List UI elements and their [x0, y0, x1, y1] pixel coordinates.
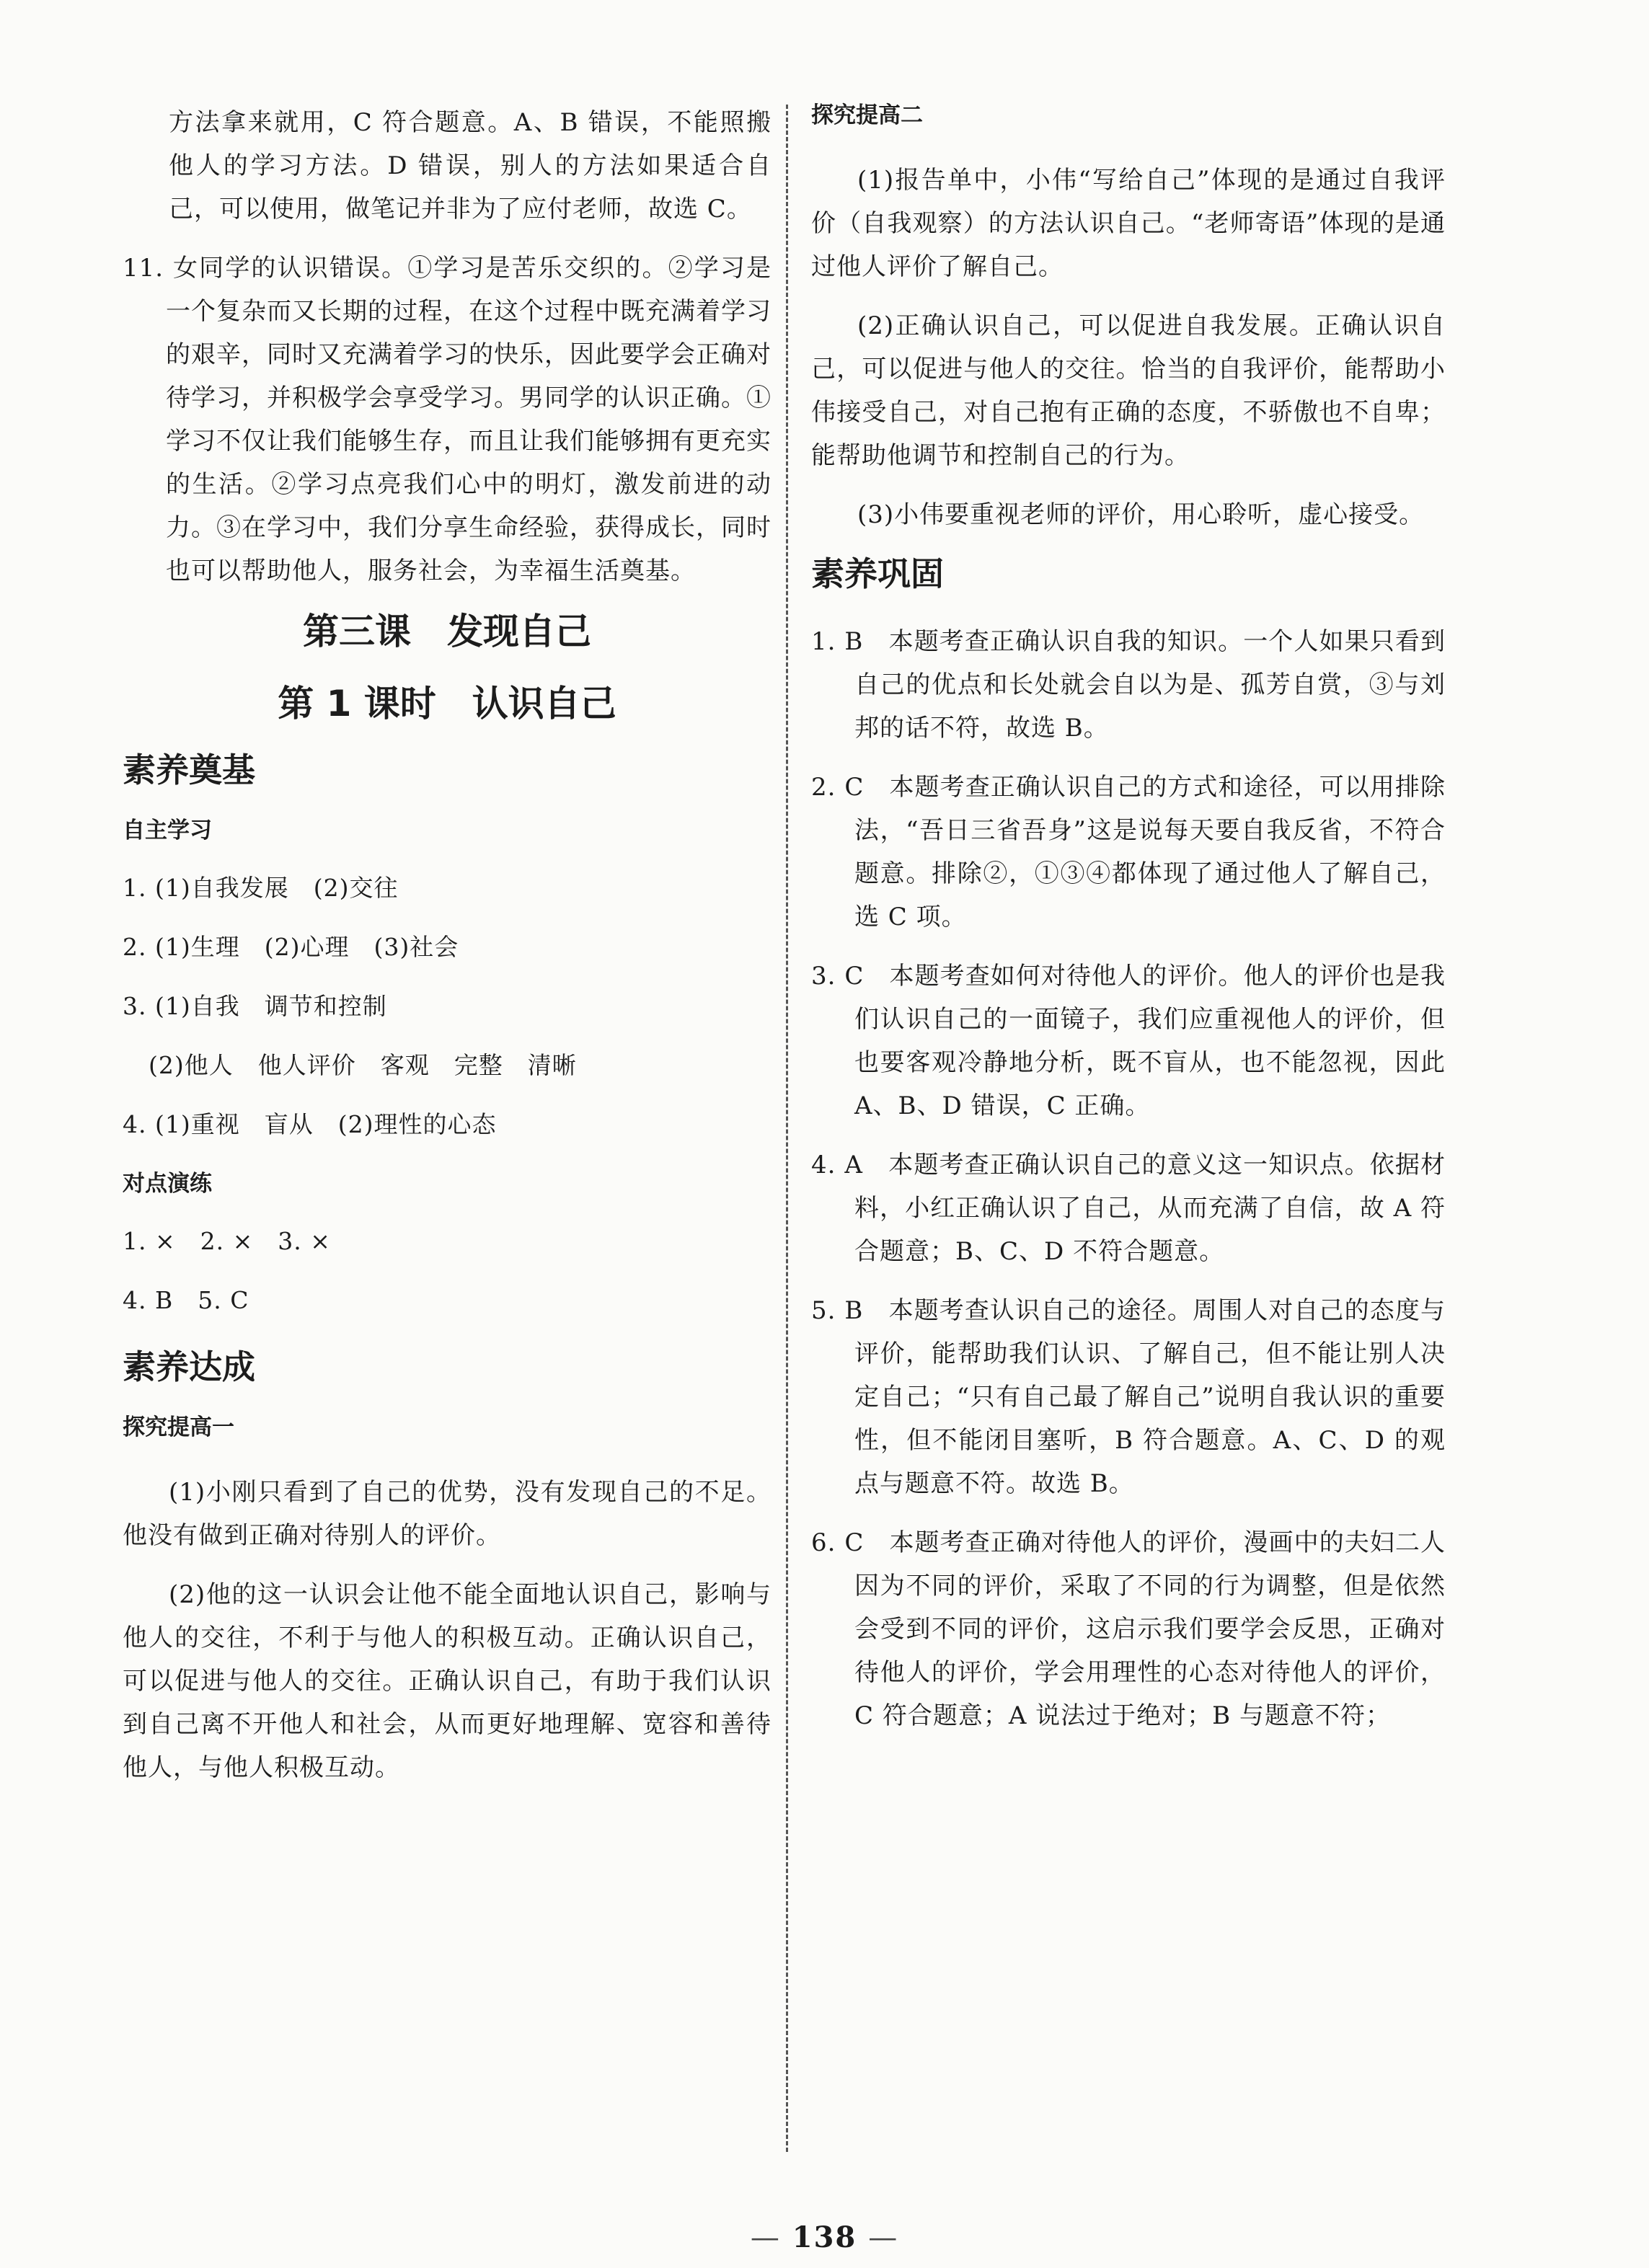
page-number: 138 — [792, 2220, 857, 2254]
explore-2-paragraph-3: (3)小伟要重视老师的评价，用心聆听，虚心接受。 — [857, 500, 1425, 529]
period-title: 第 1 课时 认识自己 — [278, 683, 616, 725]
subheading-practice: 对点演练 — [123, 1171, 212, 1197]
right-column — [811, 101, 1446, 1753]
answer-item-5: 5. B 本题考查认识自己的途径。周围人对自己的态度与评价，能帮助我们认识、了解自己，但不能让别人决定自己；“只有自己最了解自己”说明自我认识的重要性，但不能闭目塞听，B 符合题意。A、C、D 的观点与题意不符。故选 B。 — [811, 1296, 1446, 1498]
explore-1-paragraph-2: (2)他的这一认识会让他不能全面地认识自己，影响与他人的交往，不利于与他人的积极互动。正确认识自己，可以促进与他人的交往。正确认识自己，有助于我们认识到自己离不开他人和社会，从而更好地理解、宽容和善待他人，与他人积极互动。 — [123, 1580, 772, 1782]
answer-item-2: 2. C 本题考查正确认识自己的方式和途径，可以用排除法，“吾日三省吾身”这是说每天要自我反省，不符合题意。排除②，①③④都体现了通过他人了解自己，选 C 项。 — [811, 773, 1446, 931]
footer-dash-right: — — [868, 2221, 899, 2254]
footer-dash-left: — — [750, 2221, 781, 2254]
self-study-line-3: 3. (1)自我 调节和控制 — [123, 992, 387, 1020]
practice-line-1: 1. × 2. × 3. × — [123, 1227, 331, 1255]
subheading-self-study: 自主学习 — [123, 818, 212, 843]
answer-item-1: 1. B 本题考查正确认识自我的知识。一个人如果只看到自己的优点和长处就会自以为是、孤芳自赏，③与刘邦的话不符，故选 B。 — [811, 627, 1446, 743]
lesson-title: 第三课 发现自己 — [303, 611, 591, 652]
explore-1-paragraph-1: (1)小刚只看到了自己的优势，没有发现自己的不足。他没有做到正确对待别人的评价。 — [123, 1478, 772, 1550]
continued-paragraph: 方法拿来就用，C 符合题意。A、B 错误，不能照搬他人的学习方法。D 错误，别人的方法如果适合自己，可以使用，做笔记并非为了应付老师，故选 C。 — [169, 108, 772, 223]
section-heading-foundation: 素养奠基 — [123, 750, 255, 789]
answer-item-4: 4. A 本题考查正确认识自己的意义这一知识点。依据材料，小红正确认识了自己，从而充满了自信，故 A 符合题意；B、C、D 不符合题意。 — [811, 1151, 1446, 1266]
section-heading-achievement: 素养达成 — [123, 1347, 255, 1386]
subheading-explore-1: 探究提高一 — [123, 1414, 234, 1440]
explore-2-paragraph-1: (1)报告单中，小伟“写给自己”体现的是通过自我评价（自我观察）的方法认识自己。“老师寄语”体现的是通过他人评价了解自己。 — [811, 166, 1446, 281]
self-study-line-2: 2. (1)生理 (2)心理 (3)社会 — [123, 933, 459, 961]
practice-line-2: 4. B 5. C — [123, 1286, 249, 1314]
section-heading-consolidation: 素养巩固 — [811, 554, 944, 593]
answer-item-3: 3. C 本题考查如何对待他人的评价。他人的评价也是我们认识自己的一面镜子，我们应重视他人的评价，但也要客观冷静地分析，既不盲从，也不能忽视，因此 A、B、D 错误，C 正确。 — [811, 962, 1446, 1120]
self-study-line-4: (2)他人 他人评价 客观 完整 清晰 — [149, 1051, 577, 1079]
left-column — [123, 101, 772, 1805]
answer-item-6: 6. C 本题考查正确对待他人的评价，漫画中的夫妇二人因为不同的评价，采取了不同的行为调整，但是依然会受到不同的评价，这启示我们要学会反思，正确对待他人的评价，学会用理性的心态对待他人的评价，C 符合题意；A 说法过于绝对；B 与题意不符； — [811, 1528, 1446, 1730]
subheading-explore-2: 探究提高二 — [811, 102, 923, 128]
self-study-line-1: 1. (1)自我发展 (2)交往 — [123, 874, 399, 902]
page-footer — [0, 2220, 1649, 2254]
column-divider — [786, 105, 788, 2152]
answer-item-11: 11. 女同学的认识错误。①学习是苦乐交织的。②学习是一个复杂而又长期的过程，在这个过程中既充满着学习的艰辛，同时又充满着学习的快乐，因此要学会正确对待学习，并积极学会享受学习。男同学的认识正确。①学习不仅让我们能够生存，而且让我们能够拥有更充实的生活。②学习点亮我们心中的明灯，激发前进的动力。③在学习中，我们分享生命经验，获得成长，同时也可以帮助他人，服务社会，为幸福生活奠基。 — [123, 254, 772, 585]
explore-2-paragraph-2: (2)正确认识自己，可以促进自我发展。正确认识自己，可以促进与他人的交往。恰当的自我评价，能帮助小伟接受自己，对自己抱有正确的态度，不骄傲也不自卑；能帮助他调节和控制自己的行为。 — [811, 311, 1446, 470]
self-study-line-5: 4. (1)重视 盲从 (2)理性的心态 — [123, 1110, 497, 1138]
